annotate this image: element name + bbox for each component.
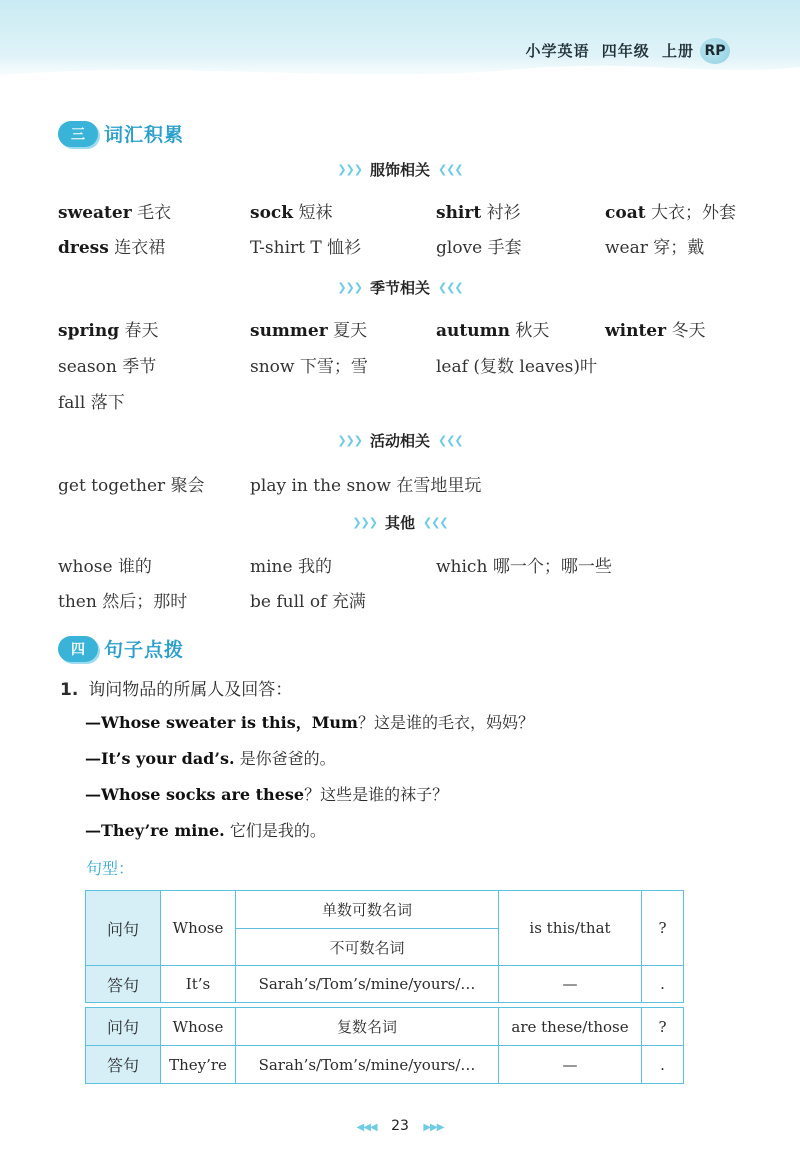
vocab-item: mine 我的 xyxy=(250,557,332,577)
question-label: 问句 xyxy=(86,1008,161,1046)
arrows-right-icon: ❯❯❯ xyxy=(352,515,377,529)
vocab-item: spring 春天 xyxy=(58,321,159,341)
publisher-badge: RP xyxy=(700,38,730,64)
question-mark-cell: ? xyxy=(642,891,684,966)
verb-cell: are these/those xyxy=(499,1008,642,1046)
dash-cell: — xyxy=(499,1046,642,1084)
section-title: 句子点拨 xyxy=(104,639,185,661)
period-cell: . xyxy=(642,966,684,1003)
question-mark-cell: ? xyxy=(642,1008,684,1046)
vocab-item: snow 下雪；雪 xyxy=(250,357,368,377)
header-wave-decoration xyxy=(0,55,800,95)
whose-cell: Whose xyxy=(161,891,236,966)
vocab-item: coat 大衣；外套 xyxy=(605,203,736,223)
dialog-line: —Whose sweater is this，Mum？这是谁的毛衣，妈妈？ xyxy=(85,713,534,732)
section-number-badge: 三 xyxy=(58,121,98,147)
owners-cell: Sarah’s/Tom’s/mine/yours/… xyxy=(236,1046,499,1084)
category-heading-seasons: ❯❯❯ 季节相关 ❮❮❮ xyxy=(337,278,463,297)
dialog-line: —It’s your dad’s. 是你爸爸的。 xyxy=(85,749,336,768)
arrows-right-icon: ❯❯❯ xyxy=(337,433,362,447)
vocab-item: whose 谁的 xyxy=(58,557,152,577)
pattern-label: 句型： xyxy=(86,859,135,878)
vocab-item: glove 手套 xyxy=(436,238,522,258)
singular-noun-cell: 单数可数名词 xyxy=(236,891,499,929)
vocab-item: dress 连衣裙 xyxy=(58,238,166,258)
vocab-item: T-shirt T 恤衫 xyxy=(250,238,362,258)
verb-cell: is this/that xyxy=(499,891,642,966)
vocab-item: winter 冬天 xyxy=(605,321,706,341)
arrows-right-icon: ❯❯❯ xyxy=(337,162,362,176)
category-heading-clothing: ❯❯❯ 服饰相关 ❮❮❮ xyxy=(337,160,463,179)
vocab-item: sock 短袜 xyxy=(250,203,333,223)
page-footer xyxy=(0,1118,800,1134)
owners-cell: Sarah’s/Tom’s/mine/yours/… xyxy=(236,966,499,1003)
question-label: 问句 xyxy=(86,891,161,966)
sentence-pattern-table-plural xyxy=(85,1007,684,1084)
section-title: 词汇积累 xyxy=(104,124,185,146)
sentence-pattern-table-singular xyxy=(85,890,684,1003)
dash-cell: — xyxy=(499,966,642,1003)
sentence-point-heading: 1. 询问物品的所属人及回答： xyxy=(60,680,293,700)
category-heading-others: ❯❯❯ 其他 ❮❮❮ xyxy=(352,513,448,532)
arrows-right-icon: ▶▶▶ xyxy=(423,1122,444,1133)
its-cell: It’s xyxy=(161,966,236,1003)
plural-noun-cell: 复数名词 xyxy=(236,1008,499,1046)
vocab-item: play in the snow 在雪地里玩 xyxy=(250,476,482,496)
period-cell: . xyxy=(642,1046,684,1084)
book-title: 小学英语 四年级 上册 xyxy=(525,42,694,60)
section-heading-vocab xyxy=(58,120,184,147)
page-number: 23 xyxy=(391,1118,409,1134)
vocab-item: sweater 毛衣 xyxy=(58,203,172,223)
vocab-item: then 然后；那时 xyxy=(58,592,188,612)
vocab-item: fall 落下 xyxy=(58,393,125,413)
section-heading-sentences xyxy=(58,635,184,662)
theyre-cell: They’re xyxy=(161,1046,236,1084)
arrows-left-icon: ❮❮❮ xyxy=(438,162,463,176)
vocab-item: be full of 充满 xyxy=(250,592,366,612)
arrows-left-icon: ◀◀◀ xyxy=(356,1122,377,1133)
arrows-left-icon: ❮❮❮ xyxy=(438,433,463,447)
vocab-item: wear 穿；戴 xyxy=(605,238,705,258)
vocab-item: leaf (复数 leaves)叶 xyxy=(436,357,598,377)
vocab-item: shirt 衬衫 xyxy=(436,203,521,223)
category-heading-activities: ❯❯❯ 活动相关 ❮❮❮ xyxy=(337,431,463,450)
whose-cell: Whose xyxy=(161,1008,236,1046)
dialog-line: —Whose socks are these？这些是谁的袜子？ xyxy=(85,785,449,804)
dialog-line: —They’re mine. 它们是我的。 xyxy=(85,821,326,840)
arrows-left-icon: ❮❮❮ xyxy=(438,280,463,294)
vocab-item: season 季节 xyxy=(58,357,157,377)
arrows-right-icon: ❯❯❯ xyxy=(337,280,362,294)
vocab-item: autumn 秋天 xyxy=(436,321,550,341)
uncountable-noun-cell: 不可数名词 xyxy=(236,929,499,966)
arrows-left-icon: ❮❮❮ xyxy=(423,515,448,529)
vocab-item: which 哪一个；哪一些 xyxy=(436,557,612,577)
section-number-badge: 四 xyxy=(58,636,98,662)
answer-label: 答句 xyxy=(86,1046,161,1084)
vocab-item: get together 聚会 xyxy=(58,476,205,496)
vocab-item: summer 夏天 xyxy=(250,321,368,341)
answer-label: 答句 xyxy=(86,966,161,1003)
